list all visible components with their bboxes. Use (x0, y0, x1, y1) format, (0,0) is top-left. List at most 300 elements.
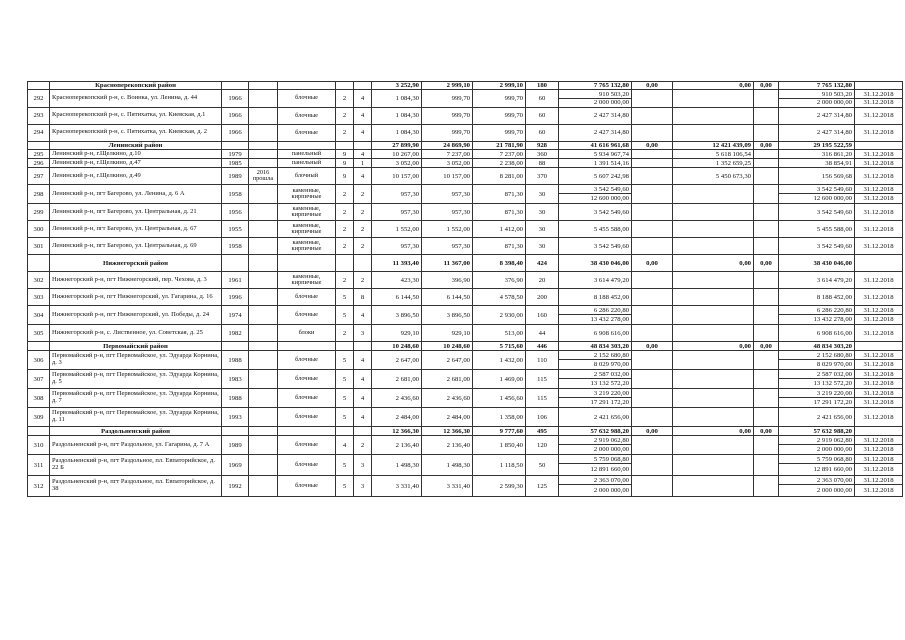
cost-total: 3 219 220,00 (559, 389, 632, 398)
fund-2 (673, 90, 754, 107)
entrances-count: 4 (354, 389, 372, 408)
district-row (28, 82, 903, 90)
last-repair (249, 370, 278, 389)
fund-1 (632, 351, 673, 370)
year-built: 1996 (222, 289, 249, 306)
wall-material: блоки (278, 325, 336, 342)
district-title: Красноперекопский район (50, 82, 222, 90)
district-fund-1: 0,00 (632, 255, 673, 272)
district-area-b: 2 999,10 (473, 82, 526, 90)
district-cost-total: 7 765 132,80 (559, 82, 632, 90)
area-total: 2 681,00 (372, 370, 422, 389)
completion-date: 31.12.2018 (855, 408, 903, 427)
empty-cell (278, 255, 336, 272)
wall-material: блочные (278, 370, 336, 389)
entrances-count: 4 (354, 168, 372, 185)
year-built: 1958 (222, 238, 249, 255)
area-a: 999,70 (422, 90, 473, 107)
district-area-a: 10 248,60 (422, 342, 473, 351)
fund-2 (673, 476, 754, 497)
district-cost-total: 48 834 303,20 (559, 342, 632, 351)
area-a: 2 436,60 (422, 389, 473, 408)
completion-date: 31.12.2018 (855, 99, 903, 107)
year-built: 1979 (222, 150, 249, 159)
district-area-a: 2 999,10 (422, 82, 473, 90)
residents-count: 125 (526, 476, 559, 497)
area-b: 871,30 (473, 204, 526, 221)
fund-2 (673, 272, 754, 289)
area-a: 2 136,40 (422, 436, 473, 455)
district-area-a: 24 869,90 (422, 141, 473, 149)
cost-total: 910 503,20 (559, 90, 632, 99)
fund-3 (754, 238, 779, 255)
cost-total: 17 291 172,20 (559, 398, 632, 408)
row-number: 296 (28, 159, 50, 168)
district-row (28, 427, 903, 436)
cost-total: 5 455 588,00 (559, 221, 632, 238)
fund-2 (673, 325, 754, 342)
wall-material: блочные (278, 476, 336, 497)
empty-cell (222, 82, 249, 90)
wall-material: панельный (278, 159, 336, 168)
cost-total: 6 908 616,00 (559, 325, 632, 342)
empty-cell (278, 82, 336, 90)
district-fund-2: 12 421 439,09 (673, 141, 754, 149)
district-fund-4: 48 834 303,20 (779, 342, 855, 351)
area-b: 1 118,50 (473, 455, 526, 476)
row-number: 295 (28, 150, 50, 159)
empty-cell (336, 82, 354, 90)
area-a: 999,70 (422, 124, 473, 141)
district-area-b: 9 777,60 (473, 427, 526, 436)
entrances-count: 3 (354, 455, 372, 476)
house-address: Красноперекопский р-н, с. Воинка, ул. Ленина, д. 44 (50, 90, 222, 107)
row-number: 307 (28, 370, 50, 389)
table-row (28, 351, 903, 360)
district-fund-3: 0,00 (754, 427, 779, 436)
completion-date: 31.12.2018 (855, 436, 903, 445)
residents-count: 115 (526, 389, 559, 408)
fund-3 (754, 408, 779, 427)
floors-count: 5 (336, 306, 354, 325)
fund-4: 13 432 278,00 (779, 315, 855, 325)
wall-material: каменные, кирпичные (278, 185, 336, 204)
district-area-total: 27 899,90 (372, 141, 422, 149)
table-row (28, 185, 903, 194)
year-built: 1993 (222, 408, 249, 427)
completion-date: 31.12.2018 (855, 272, 903, 289)
empty-cell (354, 255, 372, 272)
completion-date: 31.12.2018 (855, 150, 903, 159)
wall-material: блочные (278, 124, 336, 141)
year-built: 1966 (222, 124, 249, 141)
fund-4: 2 152 680,80 (779, 351, 855, 360)
table-row (28, 168, 903, 185)
district-area-b: 8 398,40 (473, 255, 526, 272)
fund-4: 3 542 549,60 (779, 238, 855, 255)
empty-cell (249, 141, 278, 149)
entrances-count: 4 (354, 150, 372, 159)
empty-cell (249, 342, 278, 351)
fund-2 (673, 124, 754, 141)
floors-count: 2 (336, 204, 354, 221)
last-repair (249, 150, 278, 159)
fund-1 (632, 168, 673, 185)
completion-date: 31.12.2018 (855, 476, 903, 485)
area-a: 2 647,00 (422, 351, 473, 370)
last-repair (249, 306, 278, 325)
floors-count: 5 (336, 389, 354, 408)
floors-count: 2 (336, 90, 354, 107)
district-title: Первомайский район (50, 342, 222, 351)
row-number: 303 (28, 289, 50, 306)
fund-4: 2 000 000,00 (779, 445, 855, 455)
cost-total: 5 934 967,74 (559, 150, 632, 159)
residents-count: 44 (526, 325, 559, 342)
residents-count: 110 (526, 351, 559, 370)
row-number: 302 (28, 272, 50, 289)
district-row (28, 141, 903, 149)
district-fund-3: 0,00 (754, 82, 779, 90)
last-repair: 2016 прошла (249, 168, 278, 185)
floors-count: 5 (336, 476, 354, 497)
empty-cell (28, 82, 50, 90)
table-row (28, 124, 903, 141)
completion-date: 31.12.2018 (855, 168, 903, 185)
area-b: 999,70 (473, 107, 526, 124)
residents-count: 60 (526, 107, 559, 124)
district-fund-4: 38 430 046,00 (779, 255, 855, 272)
area-total: 10 157,00 (372, 168, 422, 185)
fund-1 (632, 90, 673, 107)
fund-4: 2 919 062,80 (779, 436, 855, 445)
entrances-count: 1 (354, 159, 372, 168)
fund-4: 8 029 970,00 (779, 360, 855, 370)
district-fund-3: 0,00 (754, 342, 779, 351)
row-number: 305 (28, 325, 50, 342)
last-repair (249, 389, 278, 408)
entrances-count: 4 (354, 107, 372, 124)
cost-total: 3 542 549,60 (559, 204, 632, 221)
area-total: 1 552,00 (372, 221, 422, 238)
year-built: 1961 (222, 272, 249, 289)
table-row (28, 455, 903, 464)
district-area-total: 12 366,30 (372, 427, 422, 436)
area-total: 3 052,00 (372, 159, 422, 168)
fund-2 (673, 436, 754, 455)
house-address: Красноперекопский р-н, с. Пятихатка, ул. Киевская, д. 2 (50, 124, 222, 141)
fund-3 (754, 455, 779, 476)
house-address: Нижнегорский р-н, пгт Нижнегорский, ул. Гагарина, д. 16 (50, 289, 222, 306)
cost-total: 2 587 032,00 (559, 370, 632, 379)
cost-total: 2 000 000,00 (559, 485, 632, 497)
fund-3 (754, 90, 779, 107)
area-b: 7 237,00 (473, 150, 526, 159)
completion-date: 31.12.2018 (855, 325, 903, 342)
fund-3 (754, 289, 779, 306)
empty-cell (222, 427, 249, 436)
fund-2 (673, 221, 754, 238)
residents-count: 30 (526, 204, 559, 221)
table-row (28, 107, 903, 124)
district-fund-1: 0,00 (632, 141, 673, 149)
last-repair (249, 476, 278, 497)
fund-4: 5 455 588,00 (779, 221, 855, 238)
cost-total: 2 427 314,80 (559, 107, 632, 124)
last-repair (249, 408, 278, 427)
last-repair (249, 238, 278, 255)
fund-2 (673, 370, 754, 389)
entrances-count: 2 (354, 204, 372, 221)
year-built: 1956 (222, 204, 249, 221)
area-total: 6 144,50 (372, 289, 422, 306)
table-row (28, 204, 903, 221)
area-a: 2 681,00 (422, 370, 473, 389)
house-address: Ленинский р-н, г.Щелкино, д.47 (50, 159, 222, 168)
cost-total: 3 614 479,20 (559, 272, 632, 289)
year-built: 1989 (222, 168, 249, 185)
cost-total: 12 600 000,00 (559, 194, 632, 204)
fund-2 (673, 107, 754, 124)
fund-3 (754, 436, 779, 455)
district-fund-2: 0,00 (673, 255, 754, 272)
empty-cell (336, 342, 354, 351)
house-address: Нижнегорский р-н, пгт Нижнегорский, ул. Победы, д. 24 (50, 306, 222, 325)
area-total: 1 084,30 (372, 107, 422, 124)
fund-4: 13 132 572,20 (779, 379, 855, 389)
district-people: 928 (526, 141, 559, 149)
area-total: 3 896,50 (372, 306, 422, 325)
year-built: 1992 (222, 476, 249, 497)
area-a: 396,90 (422, 272, 473, 289)
row-number: 310 (28, 436, 50, 455)
floors-count: 9 (336, 150, 354, 159)
table-row (28, 306, 903, 315)
fund-3 (754, 370, 779, 389)
district-row (28, 342, 903, 351)
completion-date: 31.12.2018 (855, 370, 903, 379)
floors-count: 2 (336, 272, 354, 289)
cost-total: 13 432 278,00 (559, 315, 632, 325)
residents-count: 88 (526, 159, 559, 168)
row-number: 299 (28, 204, 50, 221)
area-b: 1 432,00 (473, 351, 526, 370)
completion-date: 31.12.2018 (855, 389, 903, 398)
area-total: 2 647,00 (372, 351, 422, 370)
entrances-count: 4 (354, 124, 372, 141)
entrances-count: 4 (354, 408, 372, 427)
fund-2 (673, 289, 754, 306)
row-number: 294 (28, 124, 50, 141)
floors-count: 2 (336, 238, 354, 255)
area-b: 1 456,60 (473, 389, 526, 408)
empty-cell (222, 255, 249, 272)
district-fund-2: 0,00 (673, 427, 754, 436)
wall-material: блочные (278, 389, 336, 408)
year-built: 1983 (222, 370, 249, 389)
empty-cell (222, 141, 249, 149)
fund-2 (673, 408, 754, 427)
fund-3 (754, 124, 779, 141)
completion-date: 31.12.2018 (855, 315, 903, 325)
residents-count: 115 (526, 370, 559, 389)
empty-cell (28, 141, 50, 149)
fund-1 (632, 325, 673, 342)
area-b: 2 930,00 (473, 306, 526, 325)
district-people: 446 (526, 342, 559, 351)
residents-count: 200 (526, 289, 559, 306)
area-b: 1 469,00 (473, 370, 526, 389)
row-number: 308 (28, 389, 50, 408)
table-row (28, 221, 903, 238)
residents-count: 30 (526, 238, 559, 255)
area-total: 3 331,40 (372, 476, 422, 497)
completion-date: 31.12.2018 (855, 238, 903, 255)
fund-1 (632, 221, 673, 238)
house-address: Первомайский р-н, пгт Первомайское, ул. Эдуарда Корнина, д. 11 (50, 408, 222, 427)
empty-cell (249, 255, 278, 272)
fund-2 (673, 185, 754, 204)
fund-4: 6 286 220,80 (779, 306, 855, 315)
floors-count: 2 (336, 107, 354, 124)
fund-1 (632, 185, 673, 204)
empty-cell (249, 82, 278, 90)
wall-material: блочные (278, 436, 336, 455)
table-row (28, 159, 903, 168)
fund-4: 5 759 068,80 (779, 455, 855, 464)
cost-total: 13 132 572,20 (559, 379, 632, 389)
fund-4: 38 854,91 (779, 159, 855, 168)
area-total: 2 484,00 (372, 408, 422, 427)
table-row (28, 289, 903, 306)
house-address: Ленинский р-н, пгт Багерово, ул. Ленина, д. 6 А (50, 185, 222, 204)
fund-1 (632, 238, 673, 255)
fund-4: 12 600 000,00 (779, 194, 855, 204)
area-a: 3 331,40 (422, 476, 473, 497)
year-built: 1988 (222, 351, 249, 370)
fund-2: 5 618 106,54 (673, 150, 754, 159)
residents-count: 50 (526, 455, 559, 476)
year-built: 1988 (222, 389, 249, 408)
residents-count: 160 (526, 306, 559, 325)
residents-count: 360 (526, 150, 559, 159)
table-row (28, 476, 903, 485)
wall-material: блочные (278, 90, 336, 107)
completion-date: 31.12.2018 (855, 124, 903, 141)
completion-date: 31.12.2018 (855, 159, 903, 168)
area-total: 957,30 (372, 204, 422, 221)
fund-2 (673, 389, 754, 408)
table-row (28, 389, 903, 398)
cost-total: 2 421 656,00 (559, 408, 632, 427)
empty-cell (28, 255, 50, 272)
district-area-total: 10 248,60 (372, 342, 422, 351)
house-address: Раздольненский р-н, пгт Раздольное, пл. Евпаторийское, д. 22 Б (50, 455, 222, 476)
floors-count: 5 (336, 408, 354, 427)
district-fund-2: 0,00 (673, 82, 754, 90)
empty-cell (354, 141, 372, 149)
residents-count: 106 (526, 408, 559, 427)
fund-4: 3 542 549,60 (779, 204, 855, 221)
last-repair (249, 455, 278, 476)
empty-cell (855, 141, 903, 149)
entrances-count: 2 (354, 221, 372, 238)
district-fund-1: 0,00 (632, 342, 673, 351)
fund-3 (754, 168, 779, 185)
fund-4: 2 000 000,00 (779, 485, 855, 497)
entrances-count: 4 (354, 306, 372, 325)
last-repair (249, 221, 278, 238)
floors-count: 9 (336, 168, 354, 185)
entrances-count: 2 (354, 272, 372, 289)
empty-cell (336, 141, 354, 149)
table-row (28, 370, 903, 379)
empty-cell (354, 342, 372, 351)
row-number: 312 (28, 476, 50, 497)
residents-count: 30 (526, 221, 559, 238)
wall-material: блочный (278, 168, 336, 185)
residents-count: 20 (526, 272, 559, 289)
entrances-count: 2 (354, 185, 372, 204)
wall-material: каменные, кирпичные (278, 272, 336, 289)
row-number: 297 (28, 168, 50, 185)
empty-cell (28, 427, 50, 436)
area-a: 929,10 (422, 325, 473, 342)
fund-1 (632, 455, 673, 476)
area-b: 1 850,40 (473, 436, 526, 455)
floors-count: 4 (336, 436, 354, 455)
area-b: 999,70 (473, 124, 526, 141)
empty-cell (855, 427, 903, 436)
cost-total: 5 759 068,80 (559, 455, 632, 464)
fund-3 (754, 204, 779, 221)
empty-cell (855, 342, 903, 351)
row-number: 298 (28, 185, 50, 204)
district-cost-total: 41 616 961,68 (559, 141, 632, 149)
floors-count: 5 (336, 370, 354, 389)
row-number: 293 (28, 107, 50, 124)
fund-4: 3 614 479,20 (779, 272, 855, 289)
house-address: Красноперекопский р-н, с. Пятихатка, ул. Киевская, д.1 (50, 107, 222, 124)
year-built: 1974 (222, 306, 249, 325)
residents-count: 60 (526, 90, 559, 107)
house-address: Нижнегорский р-н, с. Лиственное, ул. Советская, д. 25 (50, 325, 222, 342)
house-address: Ленинский р-н, г.Щелкино, д.49 (50, 168, 222, 185)
house-address: Первомайский р-н, пгт Первомайское, ул. Эдуарда Корнина, д. 5 (50, 370, 222, 389)
floors-count: 5 (336, 351, 354, 370)
fund-4: 2 427 314,80 (779, 124, 855, 141)
empty-cell (278, 427, 336, 436)
district-fund-3: 0,00 (754, 141, 779, 149)
wall-material: блочные (278, 351, 336, 370)
area-total: 1 498,30 (372, 455, 422, 476)
cost-total: 2 919 062,80 (559, 436, 632, 445)
district-title: Раздольненский район (50, 427, 222, 436)
fund-3 (754, 221, 779, 238)
area-b: 1 412,00 (473, 221, 526, 238)
fund-4: 3 219 220,00 (779, 389, 855, 398)
fund-3 (754, 389, 779, 408)
house-address: Первомайский р-н, пгт Первомайское, ул. Эдуарда Корнина, д. 7 (50, 389, 222, 408)
cost-total: 2 000 000,00 (559, 99, 632, 107)
district-area-total: 3 252,90 (372, 82, 422, 90)
cost-total: 6 286 220,80 (559, 306, 632, 315)
table-row (28, 238, 903, 255)
fund-4: 12 891 660,00 (779, 464, 855, 476)
entrances-count: 4 (354, 351, 372, 370)
house-address: Ленинский р-н, пгт Багерово, ул. Центральная, д. 67 (50, 221, 222, 238)
cost-total: 8 188 452,00 (559, 289, 632, 306)
